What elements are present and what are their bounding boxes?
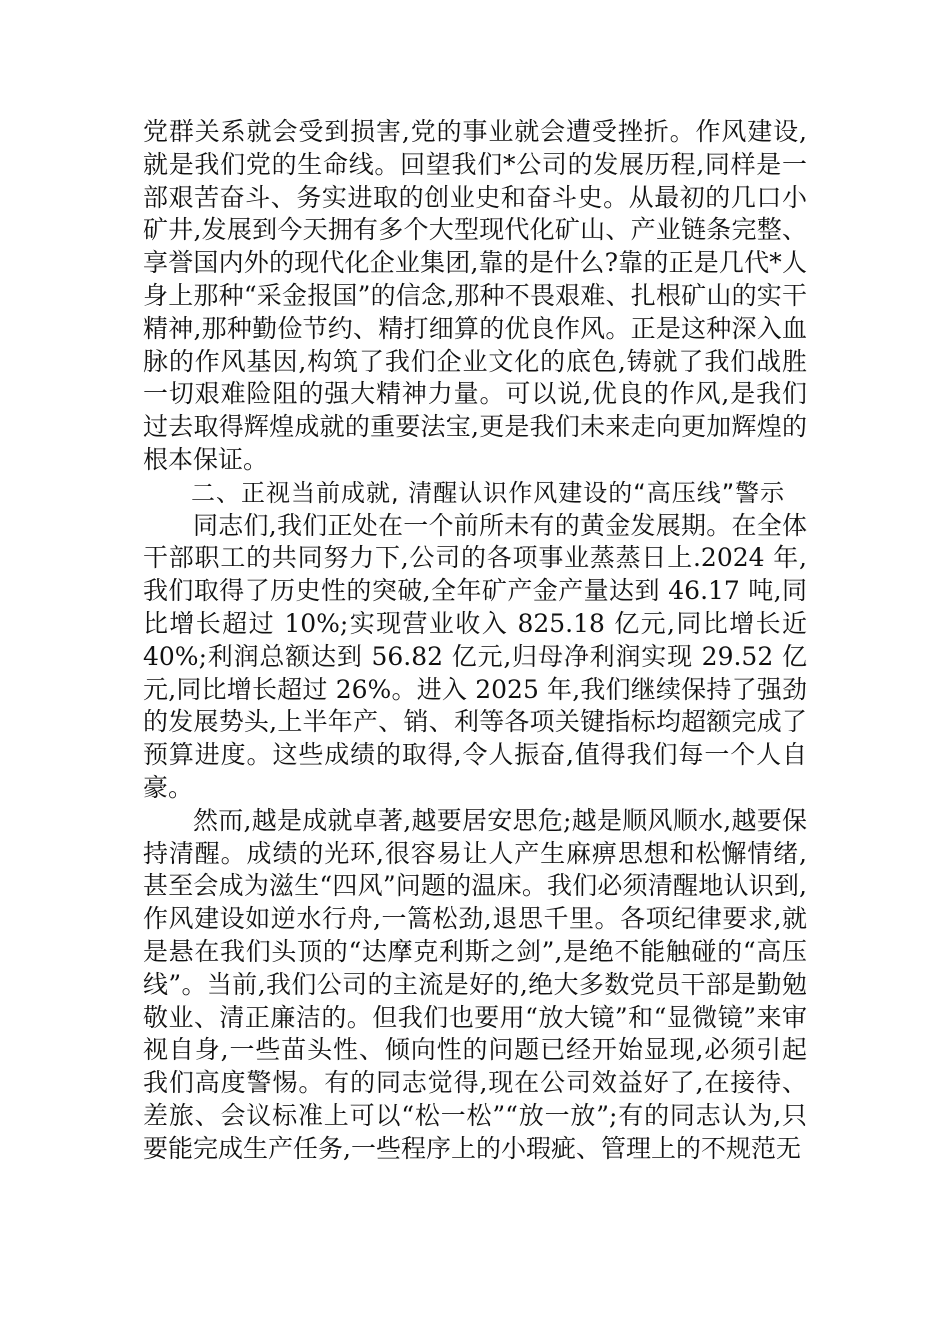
paragraph-warning: 然而,越是成就卓著,越要居安思危;越是顺风顺水,越要保持清醒。成绩的光环,很容易让人产生麻痹思想和松懈情绪,甚至会成为滋生“四风”问题的温床。我们必须清醒地认识到,作风建设如逆水行舟,一篙松劲,退思千里。各项纪律要求,就是悬在我们头顶的“达摩克利斯之剑”,是绝不能触碰的“高压线”。当前,我们公司的主流是好的,绝大多数党员干部是勤勉敬业、清正廉洁的。但我们也要用“放大镜”和“显微镜”来审视自身,一些苗头性、倾向性的问题已经开始显现,必须引起我们高度警惕。有的同志觉得,现在公司效益好了,在接待、差旅、会议标准上可以“松一松”“放一放”;有的同志认为,只要能完成生产任务,一些程序上的小瑕疵、管理上的不规范无: [143, 805, 807, 1163]
document-body: [143, 116, 807, 1166]
section-heading-two: 二、正视当前成就, 清醒认识作风建设的“高压线”警示: [191, 478, 786, 507]
paragraph-achievements: 同志们,我们正处在一个前所未有的黄金发展期。在全体干部职工的共同努力下,公司的各项事业蒸蒸日上.2024 年,我们取得了历史性的突破,全年矿产金产量达到 46.17 吨,同比增长超过 10%;实现营业收入 825.18 亿元,同比增长近 40%;利润总额达到 56.82 亿元,归母净利润实现 29.52 亿元,同比增长超过 26%。进入 2025 年,我们继续保持了强劲的发展势头,上半年产、销、利等各项关键指标均超额完成了预算进度。这些成绩的取得,令人振奋,值得我们每一个人自豪。: [143, 510, 807, 802]
paragraph-party-style-history: 党群关系就会受到损害,党的事业就会遭受挫折。作风建设,就是我们党的生命线。回望我们*公司的发展历程,同样是一部艰苦奋斗、务实进取的创业史和奋斗史。从最初的几口小矿井,发展到今天拥有多个大型现代化矿山、产业链条完整、享誉国内外的现代化企业集团,靠的是什么?靠的正是几代*人身上那种“采金报国”的信念,那种不畏艰难、扎根矿山的实干精神,那种勤俭节约、精打细算的优良作风。正是这种深入血脉的作风基因,构筑了我们企业文化的底色,铸就了我们战胜一切艰难险阻的强大精神力量。可以说,优良的作风,是我们过去取得辉煌成就的重要法宝,更是我们未来走向更加辉煌的根本保证。: [143, 117, 807, 474]
